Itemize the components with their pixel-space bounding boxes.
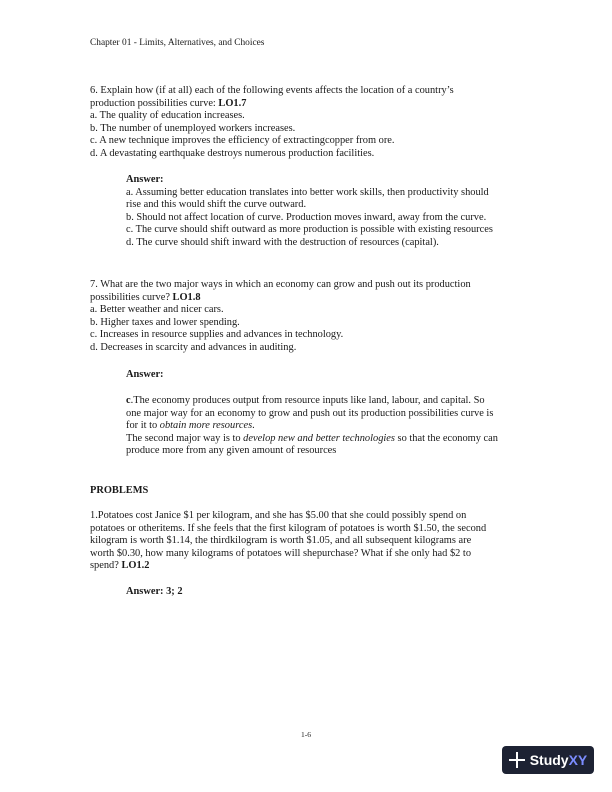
q6-answer-line: d. The curve should shift inward with the destruction of resources (capital). — [126, 236, 439, 248]
q7-answer-line-4: The second major way is to develop new and better technologies so that the economy can — [126, 432, 498, 444]
problem-lo: LO1.2 — [121, 560, 150, 572]
q6-answer-line: c. The curve should shift outward as more production is possible with existing resources — [126, 224, 493, 236]
brand-name: StudyXY — [529, 751, 588, 768]
q6-answer-line: b. Should not affect location of curve. Production moves inward, away from the curve. — [126, 211, 487, 223]
q7-answer-line-2: one major way for an economy to grow and push out its production possibilities curve is — [126, 407, 494, 419]
q6-line-1: 6. Explain how (if at all) each of the following events affects the location of a country’s — [90, 85, 454, 96]
q7-lo: LO1.8 — [172, 291, 201, 303]
q7-answer-line-3: for it to obtain more resources. — [126, 420, 255, 432]
q7-line-1: 7. What are the two major ways in which an economy can grow and push out its production — [90, 279, 471, 290]
q7-line-2: possibilities curve? LO1.8 — [90, 291, 201, 303]
q7-answer-line-1: c.The economy produces output from resource inputs like land, labour, and capital. So — [126, 395, 485, 406]
q6-option-a: a. The quality of education increases. — [90, 110, 245, 122]
q6-option-c: c. A new technique improves the efficiency of extractingcopper from ore. — [90, 135, 395, 147]
problem-1 — [90, 510, 530, 573]
q7-answer — [126, 395, 536, 458]
q7-answer-letter: c — [126, 395, 131, 406]
page-header: Chapter 01 - Limits, Alternatives, and Choices — [90, 38, 265, 48]
q7-answer-label: Answer: — [126, 369, 164, 380]
q7-option-b: b. Higher taxes and lower spending. — [90, 316, 240, 328]
q7-answer-line-5: produce more from any given amount of resources — [126, 445, 337, 457]
problem-line: worth $0.30, how many kilograms of potatoes will shepurchase? What if she only had $2 to — [90, 547, 472, 559]
q6-option-b: b. The number of unemployed workers increases. — [90, 122, 296, 134]
q7-option-a: a. Better weather and nicer cars. — [90, 304, 224, 316]
problem-line: potatoes or otheritems. If she feels that the first kilogram of potatoes is worth $1.50, the second — [90, 522, 487, 534]
q7-option-c: c. Increases in resource supplies and advances in technology. — [90, 329, 344, 341]
q6-answer-line: rise and this would shift the curve outward. — [126, 199, 307, 211]
problem-line: kilogram is worth $1.14, the thirdkilogram is worth $1.05, and all subsequent kilograms are — [90, 535, 472, 547]
q6-option-d: d. A devastating earthquake destroys numerous production facilities. — [90, 147, 375, 159]
plus-icon — [509, 752, 525, 768]
q6-answer-line: a. Assuming better education translates into better work skills, then productivity should — [126, 186, 489, 198]
q7-option-d: d. Decreases in scarcity and advances in auditing. — [90, 341, 297, 353]
q6-lo: LO1.7 — [218, 97, 247, 109]
q6-line-2: production possibilities curve: LO1.7 — [90, 97, 247, 109]
problems-heading: PROBLEMS — [90, 485, 149, 496]
problem-1-answer: Answer: 3; 2 — [126, 586, 183, 597]
problem-line-last: spend? LO1.2 — [90, 560, 150, 572]
problem-line: 1.Potatoes cost Janice $1 per kilogram, and she has $5.00 that she could possibly spend on — [90, 510, 467, 521]
question-6 — [90, 85, 530, 161]
question-7 — [90, 279, 530, 355]
q6-answer-label: Answer: — [126, 174, 164, 185]
page-number: 1-6 — [301, 730, 311, 739]
q6-answer — [126, 174, 536, 250]
studyxy-badge[interactable] — [502, 746, 594, 774]
